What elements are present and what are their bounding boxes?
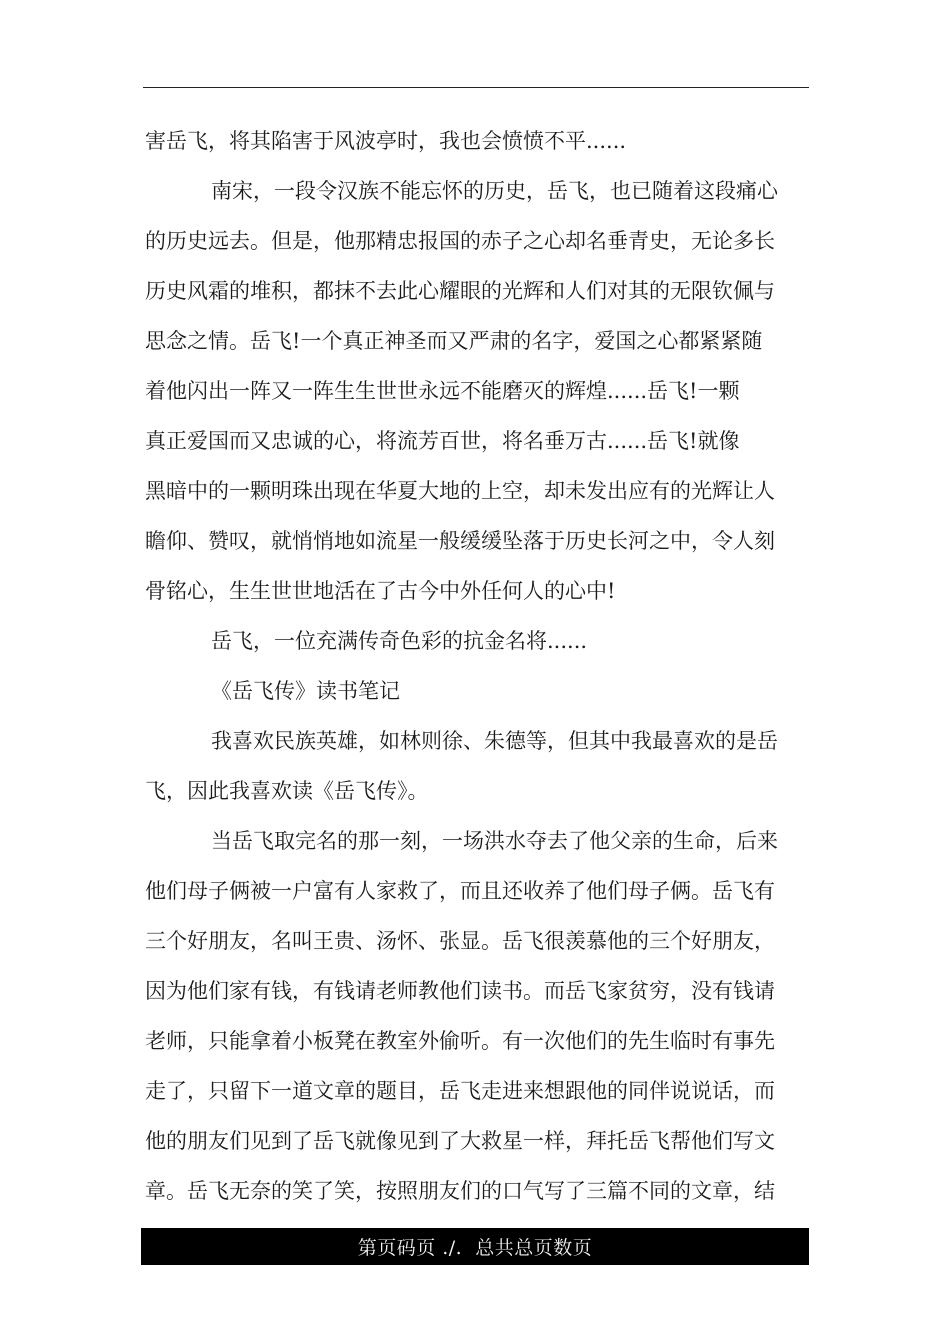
- text-line: 思念之情。岳飞!一个真正神圣而又严肃的名字，爱国之心都紧紧随: [145, 329, 763, 353]
- section-title: 《岳飞传》读书笔记: [211, 679, 400, 703]
- text-line: 当岳飞取完名的那一刻，一场洪水夺去了他父亲的生命，后来: [211, 829, 778, 853]
- document-body: [145, 116, 809, 1216]
- text-line: 南宋，一段令汉族不能忘怀的历史，岳飞，也已随着这段痛心: [211, 179, 778, 203]
- text-line: 因为他们家有钱，有钱请老师教他们读书。而岳飞家贫穷，没有钱请: [145, 979, 775, 1003]
- text-line: 他的朋友们见到了岳飞就像见到了大救星一样，拜托岳飞帮他们写文: [145, 1129, 775, 1153]
- text-line: 三个好朋友，名叫王贵、汤怀、张显。岳飞很羡慕他的三个好朋友，: [145, 929, 775, 953]
- text-line: 的历史远去。但是，他那精忠报国的赤子之心却名垂青史，无论多长: [145, 229, 775, 253]
- text-line: 老师，只能拿着小板凳在教室外偷听。有一次他们的先生临时有事先: [145, 1029, 775, 1053]
- text-line: 着他闪出一阵又一阵生生世世永远不能磨灭的辉煌......岳飞!一颗: [145, 379, 740, 403]
- text-line: 走了，只留下一道文章的题目，岳飞走进来想跟他的同伴说说话，而: [145, 1079, 775, 1103]
- text-line: 他们母子俩被一户富有人家救了，而且还收养了他们母子俩。岳飞有: [145, 879, 775, 903]
- text-line: 历史风霜的堆积，都抹不去此心耀眼的光辉和人们对其的无限钦佩与: [145, 279, 775, 303]
- text-line: 瞻仰、赞叹，就悄悄地如流星一般缓缓坠落于历史长河之中，令人刻: [145, 529, 775, 553]
- text-line: 骨铭心，生生世世地活在了古今中外任何人的心中!: [145, 579, 616, 603]
- header-rule: [143, 87, 809, 88]
- text-line: 真正爱国而又忠诚的心，将流芳百世，将名垂万古......岳飞!就像: [145, 429, 740, 453]
- text-line: 岳飞，一位充满传奇色彩的抗金名将......: [211, 629, 588, 653]
- text-line: 害岳飞，将其陷害于风波亭时，我也会愤愤不平......: [145, 129, 627, 153]
- text-line: 我喜欢民族英雄，如林则徐、朱德等，但其中我最喜欢的是岳: [211, 729, 778, 753]
- text-line: 飞，因此我喜欢读《岳飞传》。: [145, 779, 429, 803]
- text-line: 章。岳飞无奈的笑了笑，按照朋友们的口气写了三篇不同的文章，结: [145, 1179, 775, 1203]
- page-footer: [141, 1228, 809, 1265]
- page-number-text: 第页码页 ./. 总共总页数页: [357, 1237, 593, 1259]
- text-line: 黑暗中的一颗明珠出现在华夏大地的上空，却未发出应有的光辉让人: [145, 479, 775, 503]
